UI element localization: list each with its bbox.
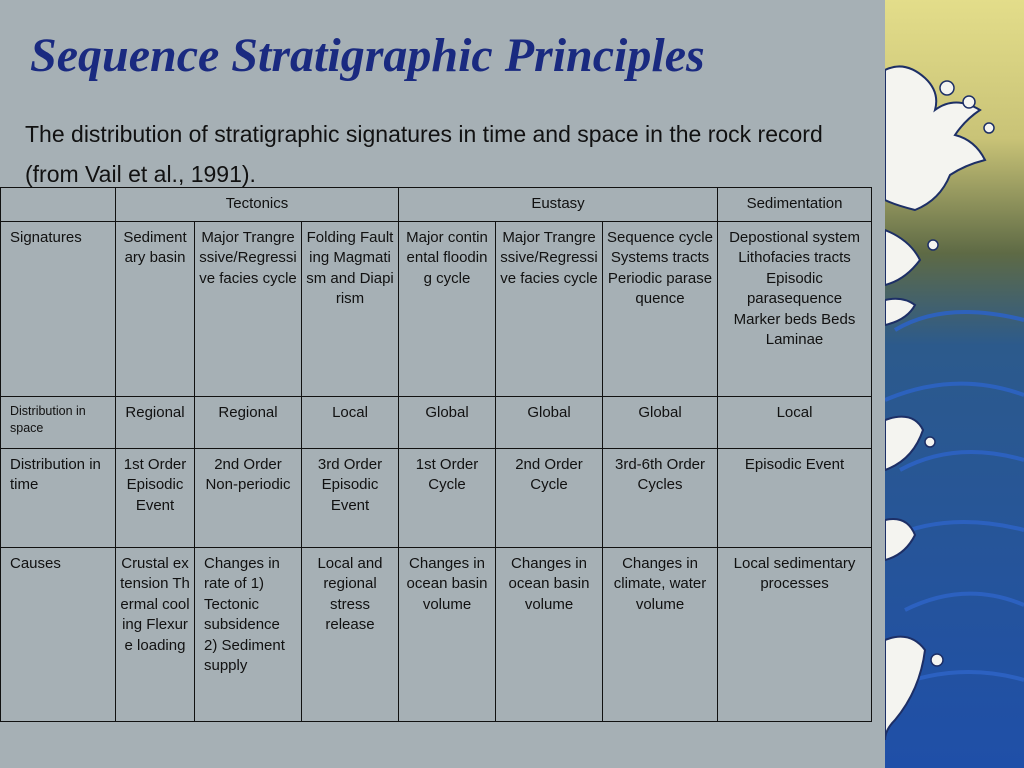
table-cell: Changes in ocean basin volume	[496, 547, 603, 721]
wave-decoration	[885, 0, 1024, 768]
header-eustasy: Eustasy	[399, 188, 718, 222]
page-title: Sequence Stratigraphic Principles	[30, 29, 705, 82]
table-cell: 3rd Order Episodic Event	[302, 448, 399, 547]
table-cell: Sequence cycle Systems tracts Periodic parasequence	[603, 221, 718, 396]
table-cell: Changes in rate of 1) Tectonic subsidence 2) Sediment supply	[195, 547, 302, 721]
table-cell: Sedimentary basin	[116, 221, 195, 396]
table-cell: Global	[496, 396, 603, 448]
table-cell: Local	[718, 396, 872, 448]
table-cell: Regional	[195, 396, 302, 448]
table-row-time	[1, 448, 872, 547]
table-row-signatures	[1, 221, 872, 396]
row-label: Distribution in time	[1, 448, 116, 547]
table-cell: Local	[302, 396, 399, 448]
signatures-table	[0, 187, 872, 722]
table-cell: Global	[603, 396, 718, 448]
table-cell: Major Trangressive/Regressive facies cycle	[195, 221, 302, 396]
row-label: Causes	[1, 547, 116, 721]
table-cell: 3rd-6th Order Cycles	[603, 448, 718, 547]
table-cell: Crustal extension Thermal cooling Flexure loading	[116, 547, 195, 721]
table-header-row	[1, 188, 872, 222]
table-cell: 2nd Order Non-periodic	[195, 448, 302, 547]
table-cell: Folding Faulting Magmatism and Diapirism	[302, 221, 399, 396]
table-cell: Changes in ocean basin volume	[399, 547, 496, 721]
table-cell: Changes in climate, water volume	[603, 547, 718, 721]
row-label: Distribution in space	[1, 396, 116, 448]
table-cell: Episodic Event	[718, 448, 872, 547]
table-cell: Depostional system Lithofacies tracts Episodic parasequence Marker beds Beds Laminae	[718, 221, 872, 396]
table-cell: Regional	[116, 396, 195, 448]
table-cell: 1st Order Cycle	[399, 448, 496, 547]
table-cell: Major Trangressive/Regressive facies cycle	[496, 221, 603, 396]
table-cell: Major continental flooding cycle	[399, 221, 496, 396]
table-row-causes	[1, 547, 872, 721]
table-cell: Global	[399, 396, 496, 448]
header-sedimentation: Sedimentation	[718, 188, 872, 222]
row-label: Signatures	[1, 221, 116, 396]
table-cell: Local and regional stress release	[302, 547, 399, 721]
table-cell: 2nd Order Cycle	[496, 448, 603, 547]
table-row-space	[1, 396, 872, 448]
table-cell: Local sedimentary processes	[718, 547, 872, 721]
table-cell: 1st Order Episodic Event	[116, 448, 195, 547]
subtitle: The distribution of stratigraphic signatures in time and space in the rock record (from Vail et al., 1991).	[25, 121, 823, 187]
header-empty-cell	[1, 188, 116, 222]
header-tectonics: Tectonics	[116, 188, 399, 222]
